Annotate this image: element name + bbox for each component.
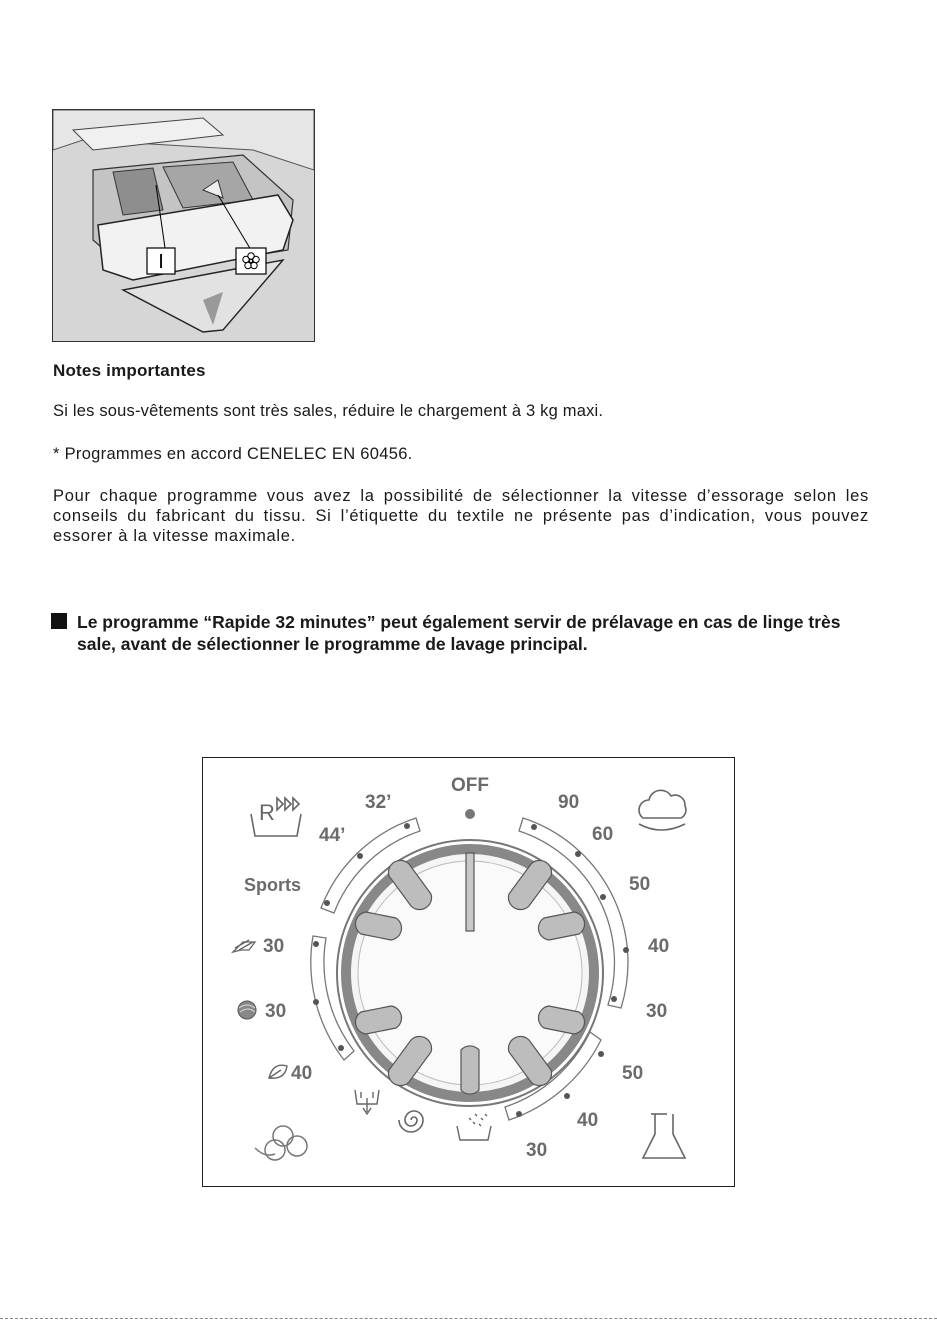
- dial-quick-label: 32’: [365, 792, 392, 813]
- spin-icon: [399, 1111, 423, 1132]
- bullet-square-icon: [51, 613, 67, 629]
- wool-icon: [238, 1001, 256, 1019]
- dial-temp-label: 90: [558, 792, 580, 813]
- dial-temp-label: 50: [622, 1063, 644, 1084]
- dial-quick-label: 44’: [319, 825, 346, 846]
- leaf-icon: [269, 1065, 287, 1078]
- compartment-label-main-wash: I: [158, 251, 164, 273]
- dial-temp-label: 50: [629, 874, 651, 895]
- programme-dial-panel: [202, 757, 735, 1187]
- notes-title: Notes importantes: [53, 361, 206, 380]
- dial-temp-label: 30: [265, 1001, 287, 1022]
- drain-icon: [355, 1090, 379, 1114]
- important-note: Le programme “Rapide 32 minutes” peut également servir de prélavage en cas de linge très sale, avant de sélectionner le programme de lavage principal.: [77, 612, 841, 654]
- wool-ball-icon: [255, 1126, 307, 1160]
- dial-temp-label: 30: [263, 936, 285, 957]
- svg-text:R: R: [259, 800, 275, 825]
- easy-iron-icon: [233, 940, 255, 952]
- note-paragraph: * Programmes en accord CENELEC EN 60456.: [53, 445, 413, 463]
- synthetic-flask-icon: [643, 1114, 685, 1158]
- dial-temp-label: 40: [291, 1063, 313, 1084]
- dial-temp-label: 40: [648, 936, 670, 957]
- cotton-cloud-icon: [639, 790, 686, 830]
- dial-temp-label: 40: [577, 1110, 599, 1131]
- dial-temp-label: 30: [526, 1140, 548, 1161]
- rinse-spin-icon: [251, 798, 301, 836]
- dial-temp-label: 30: [646, 1001, 668, 1022]
- note-paragraph: Pour chaque programme vous avez la possibilité de sélectionner la vitesse d’essorage selon les conseils du fabricant du tissu. Si l’étiquette du textile ne présente pas d’indication, vous pouvez essorer à la vitesse maximale.: [53, 487, 869, 545]
- dial-temp-label: 60: [592, 824, 614, 845]
- detergent-drawer-illustration: [52, 109, 315, 342]
- dial-off-label: OFF: [451, 775, 489, 796]
- page-edge-rule: [0, 1318, 937, 1319]
- note-paragraph: Si les sous-vêtements sont très sales, réduire le chargement à 3 kg maxi.: [53, 402, 604, 420]
- rinse-shower-icon: [457, 1114, 491, 1140]
- dial-sports-label: Sports: [244, 875, 302, 895]
